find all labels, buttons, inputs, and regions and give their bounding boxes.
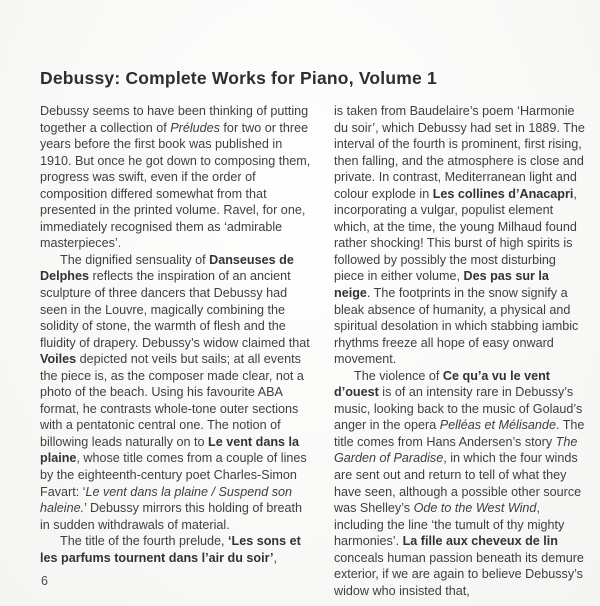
text-run: , bbox=[273, 550, 277, 565]
bold-text-run: Le vent dans la plaine bbox=[40, 434, 300, 466]
bold-text-run: Danseuses de Delphes bbox=[40, 252, 294, 284]
text-run: The title of the fourth prelude, bbox=[60, 534, 229, 549]
bold-text-run: ‘Les sons et les parfums tournent dans l’air du soir’ bbox=[40, 534, 301, 565]
paragraph bbox=[334, 103, 586, 368]
text-run: . The title comes from Hans Andersen’s story bbox=[334, 418, 585, 449]
bold-text-run: Voiles bbox=[40, 352, 77, 367]
text-run: , incorporating a vulgar, populist element which, at the time, the young Milhaud found rather shocking! This burst of high spirits is followed by possibly the most disturbing piece in either volume, bbox=[334, 186, 577, 284]
italic-text-run: The Garden of Paradise bbox=[334, 434, 578, 466]
page-number: 6 bbox=[41, 574, 48, 588]
text-run: The dignified sensuality of bbox=[60, 252, 210, 267]
two-column-text-block bbox=[40, 103, 586, 599]
text-run: , in which the four winds are sent out and return to tell of what they have seen, although a possible other source was Shelley’s bbox=[334, 451, 582, 516]
paragraph bbox=[334, 368, 586, 600]
italic-text-run: Ode to the West Wind bbox=[413, 501, 537, 516]
page-title: Debussy: Complete Works for Piano, Volume 1 bbox=[40, 67, 437, 88]
bold-text-run: Des pas sur la neige bbox=[334, 269, 549, 301]
paragraph bbox=[40, 103, 314, 252]
bold-text-run: Ce qu’a vu le vent d’ouest bbox=[334, 368, 550, 400]
bold-text-run: La fille aux cheveux de lin bbox=[402, 534, 558, 549]
text-run: ’ Debussy mirrors this holding of breath in sudden withdrawals of material. bbox=[40, 501, 303, 532]
text-run: , including the line ‘the tumult of thy mighty harmonies’. bbox=[334, 501, 565, 549]
paragraph bbox=[40, 533, 314, 566]
text-run: conceals human passion beneath its demure exterior, if we are again to believe Debussy’s widow who insisted that, bbox=[334, 550, 584, 598]
italic-text-run: Préludes bbox=[170, 120, 220, 135]
bold-text-run: Les collines d’Anacapri bbox=[432, 186, 574, 201]
text-run: is of an intensity rare in Debussy’s music, looking back to the music of Golaud’s anger in the opera bbox=[334, 385, 583, 433]
text-run: . The footprints in the snow signify a bleak absence of humanity, a physical and spiritual desolation in which stabbing iambic rhythms freeze all hope of easy onward movement. bbox=[334, 286, 579, 367]
text-run: Debussy seems to have been thinking of putting together a collection of bbox=[40, 104, 309, 135]
text-run: depicted not veils but sails; at all events the piece is, as the composer made clear, not a photo of the beach. Using his favourite ABA format, he contrasts whole-tone outer sections with a pentatonic central one. The notion of billowing leads naturally on to bbox=[40, 352, 304, 449]
italic-text-run: Pelléas et Mélisande bbox=[439, 418, 556, 433]
text-run: , whose title comes from a couple of lines by the eighteenth-century poet Charles-Simon Favart: ‘ bbox=[40, 451, 307, 499]
text-run: The violence of bbox=[354, 368, 443, 383]
text-run: reflects the inspiration of an ancient sculpture of three dancers that Debussy had seen in the Louvre, magically combining the solidity of stone, the warmth of flesh and the fluidity of drapery. Debussy’s widow claimed that bbox=[40, 269, 310, 350]
paragraph bbox=[40, 252, 314, 533]
text-run: for two or three years before the first book was published in 1910. But once he got down to composing them, progress was swift, even if the order of composition differed somewhat from that presented in the printed volume. Ravel, for one, immediately recognised them as ‘admirable masterpieces’. bbox=[40, 120, 311, 251]
text-column-left bbox=[40, 103, 314, 599]
text-column-right bbox=[334, 103, 586, 599]
text-run: is taken from Baudelaire’s poem ‘Harmonie du soir’, which Debussy had set in 1889. The interval of the fourth is prominent, first rising, then falling, and the atmosphere is close and private. In contrast, Mediterranean light and colour explode in bbox=[334, 104, 585, 201]
italic-text-run: Le vent dans la plaine / Suspend son haleine. bbox=[40, 484, 293, 516]
